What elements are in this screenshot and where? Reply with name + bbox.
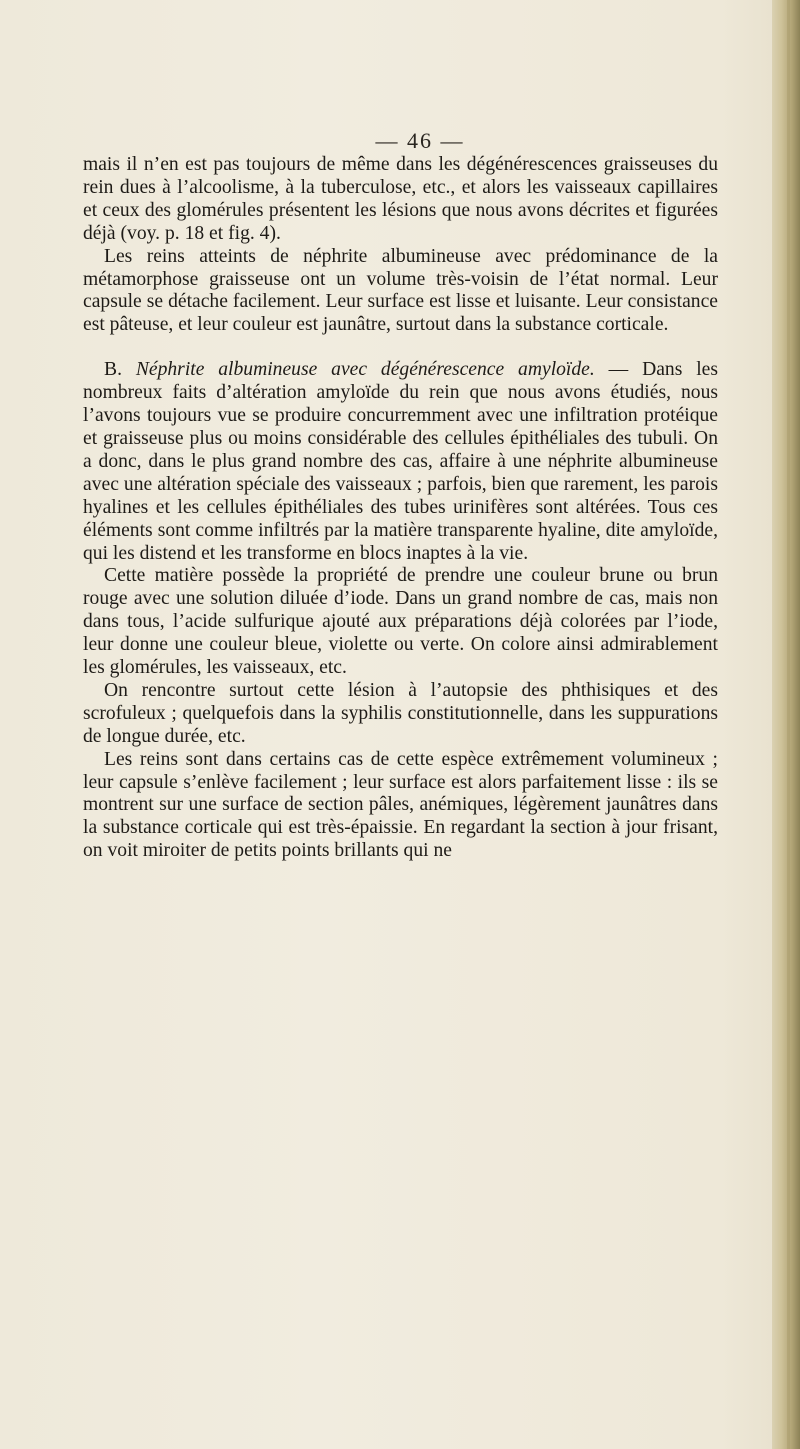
page-edge-line (787, 0, 790, 1449)
paragraph-5: On rencontre surtout cette lésion à l’autopsie des phthisiques et des scrofuleux ; quelquefois dans la syphilis constitutionnelle, dans les suppurations de longue durée, etc. (83, 679, 718, 747)
section-title: Néphrite albumineuse avec dégénérescence amyloïde. (135, 359, 595, 381)
body-text (83, 154, 718, 863)
paragraph-4: Cette matière possède la propriété de prendre une couleur brune ou brun rouge avec une solution diluée d’iode. Dans un grand nombre de cas, mais non dans tous, l’acide sulfurique ajouté aux préparations déjà colorées par l’iode, leur donne une couleur bleue, violette ou verte. On colore ainsi admirablement les glomérules, les vaisseaux, etc. (83, 565, 718, 679)
page-number: — 46 — (375, 128, 465, 153)
section-b-paragraph (83, 359, 718, 565)
section-b-text: — Dans les nombreux faits d’altération amyloïde du rein que nous avons étudiés, nous l’avons toujours vue se produire concurremment avec une infiltration protéique et graisseuse plus ou moins considérable des cellules épithéliales des tubuli. On a donc, dans le plus grand nombre des cas, affaire à une néphrite albumineuse avec une altération spéciale des vaisseaux ; parfois, bien que rarement, les parois hyalines et les cellules épithéliales des tubes urinifères sont altérées. Tous ces éléments sont comme infiltrés par la matière transparente hyaline, dite amyloïde, qui les distend et les transforme en blocs inaptes à la vie. (83, 359, 718, 564)
section-letter: B. (104, 359, 122, 381)
paragraph-1: mais il n’en est pas toujours de même dans les dégénérescences graisseuses du rein dues à l’alcoolisme, à la tuberculose, etc., et alors les vaisseaux capillaires et ceux des glomérules présentent les lésions que nous avons décrites et figurées déjà (voy. p. 18 et fig. 4). (83, 154, 718, 244)
page-edge-shadow (772, 0, 800, 1449)
paragraph-2: Les reins atteints de néphrite albumineuse avec prédominance de la métamorphose graisseuse ont un volume très-voisin de l’état normal. Leur capsule se détache facilement. Leur surface est lisse et luisante. Leur consistance est pâteuse, et leur couleur est jaunâtre, surtout dans la substance corticale. (83, 245, 718, 336)
paragraph-6: Les reins sont dans certains cas de cette espèce extrêmement volumineux ; leur capsule s’enlève facilement ; leur surface est alors parfaitement lisse : ils se montrent sur une surface de section pâles, anémiques, légèrement jaunâtres dans la substance corticale qui est très-épaissie. En regardant la section à jour frisant, on voit miroiter de petits points brillants qui ne (83, 748, 718, 862)
